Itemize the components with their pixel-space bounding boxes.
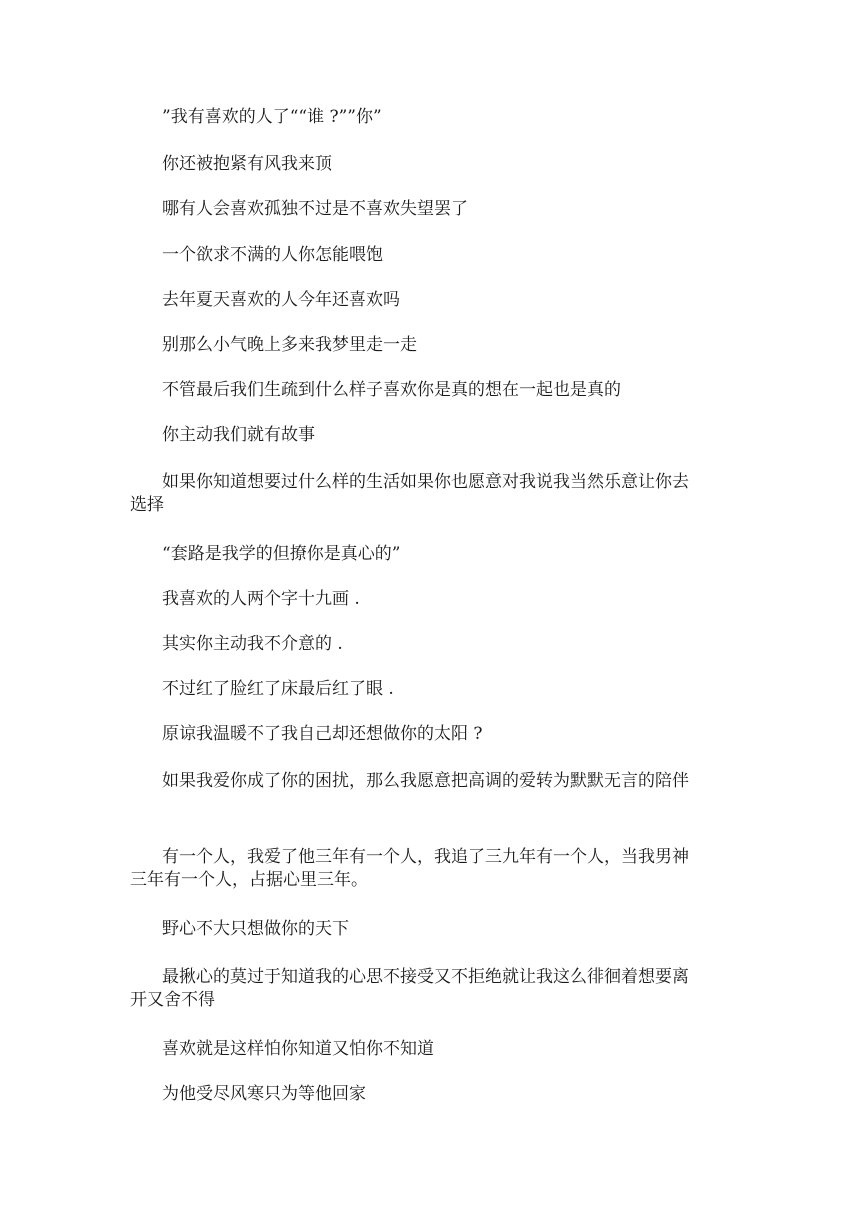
paragraph-6: 别那么小气晚上多来我梦里走一走	[162, 335, 417, 355]
paragraph-4: 一个欲求不满的人你怎能喂饱	[162, 245, 383, 265]
paragraph-9: 如果你知道想要过什么样的生活如果你也愿意对我说我当然乐意让你去选择	[130, 472, 689, 515]
paragraph-13: 不过红了脸红了床最后红了眼 .	[162, 679, 394, 699]
paragraph-5: 去年夏天喜欢的人今年还喜欢吗	[162, 290, 400, 310]
paragraph-14: 原谅我温暖不了我自己却还想做你的太阳 ?	[162, 724, 483, 744]
paragraph-19: 喜欢就是这样怕你知道又怕你不知道	[162, 1039, 434, 1059]
paragraph-12: 其实你主动我不介意的 .	[162, 634, 343, 654]
paragraph-20: 为他受尽风寒只为等他回家	[162, 1084, 366, 1104]
paragraph-8: 你主动我们就有故事	[162, 425, 315, 445]
paragraph-7: 不管最后我们生疏到什么样子喜欢你是真的想在一起也是真的	[162, 380, 621, 400]
paragraph-18: 最揪心的莫过于知道我的心思不接受又不拒绝就让我这么徘徊着想要离开又舍不得	[130, 967, 689, 1010]
paragraph-11: 我喜欢的人两个字十九画 .	[162, 589, 360, 609]
paragraph-16: 有一个人，我爱了他三年有一个人，我追了三九年有一个人，当我男神三年有一个人，占据心里三年。	[130, 847, 689, 890]
paragraph-1: ”我有喜欢的人了““谁 ?””你”	[162, 107, 382, 127]
paragraph-17: 野心不大只想做你的天下	[162, 919, 349, 939]
paragraph-3: 哪有人会喜欢孤独不过是不喜欢失望罢了	[162, 199, 468, 219]
paragraph-2: 你还被抱紧有风我来顶	[162, 154, 332, 174]
paragraph-15: 如果我爱你成了你的困扰，那么我愿意把高调的爱转为默默无言的陪伴	[162, 771, 689, 791]
paragraph-10: “套路是我学的但撩你是真心的”	[162, 544, 401, 564]
